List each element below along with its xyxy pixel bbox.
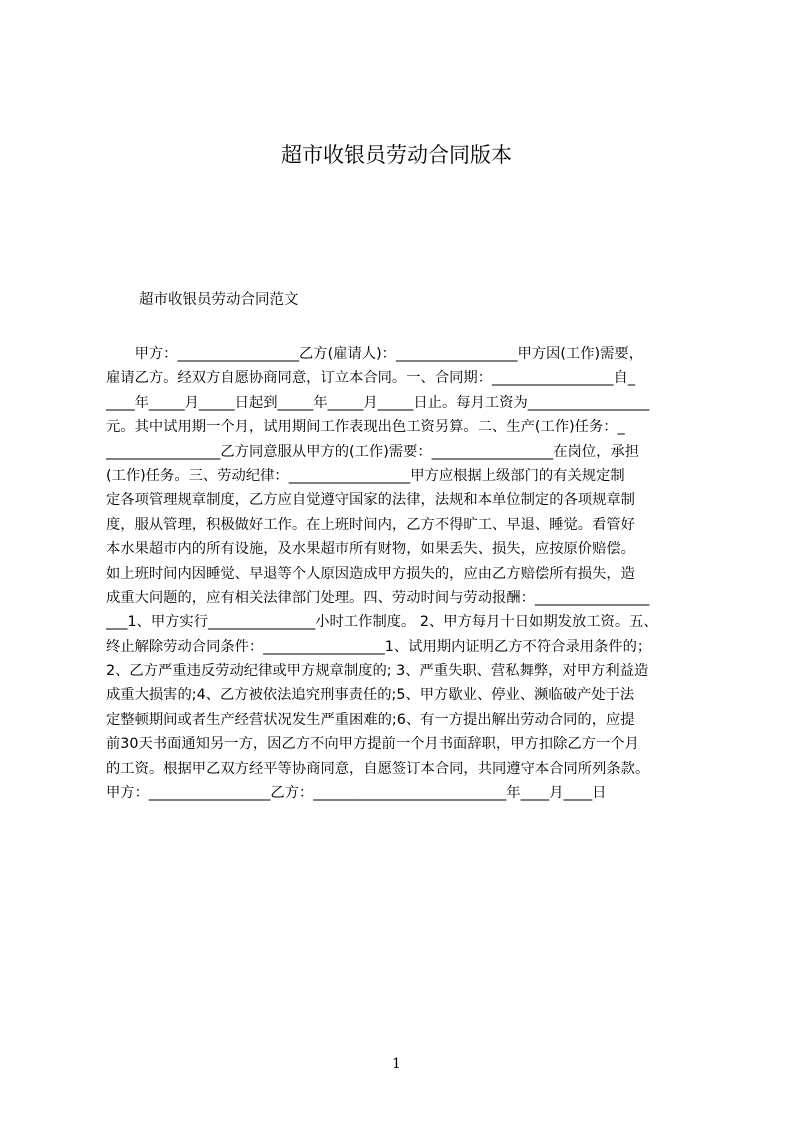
contract-line: 定各项管理规章制度，乙方应自觉遵守国家的法律，法规和本单位制定的各项规章制 [106,492,635,509]
contract-line: 成重大问题的，应有相关法律部门处理。四、劳动时间与劳动报酬：________________ [106,589,650,606]
contract-line: 元。其中试用期一个月，试用期间工作表现出色工资另算。二、生产(工作)任务：_ [106,419,625,436]
contract-line: 的工资。根据甲乙双方经平等协商同意，自愿签订本合同，共同遵守本合同所列条款。 [106,760,650,777]
document-subtitle: 超市收银员劳动合同范文 [139,292,299,308]
contract-line: ___1、甲方实行_______________小时工作制度。 2、甲方每月十日如期发放工资。五、 [106,614,658,631]
contract-line: 前30天书面通知另一方，因乙方不向甲方提前一个月书面辞职，甲方扣除乙方一个月 [106,736,639,753]
document-title: 超市收银员劳动合同版本 [281,143,512,167]
contract-body [106,342,698,805]
signature-line: 甲方：_________________乙方：___________________________年____月____日 [106,785,607,802]
contract-line: 甲方：_________________乙方(雇请人)：_________________甲方因(工作)需要， [106,346,643,362]
contract-line: 成重大损害的;4、乙方被依法追究刑事责任的;5、甲方歇业、停业、濒临破产处于法 [106,687,635,704]
page-number: 1 [392,1056,401,1072]
contract-line: ________________乙方同意服从甲方的(工作)需要：_________________在岗位，承担 [106,443,639,460]
contract-line: 如上班时间内因睡觉、早退等个人原因造成甲方损失的，应由乙方赔偿所有损失，造 [106,565,635,582]
contract-line: (工作)任务。三、劳动纪律：_________________甲方应根据上级部门的有关规定制 [106,467,625,484]
contract-line: ____年_____月_____日起到_____年_____月_____日止。每月工资为_________________ [106,394,650,411]
contract-line: 定整顿期间或者生产经营状况发生严重困难的;6、有一方提出解出劳动合同的，应提 [106,711,635,728]
contract-line: 终止解除劳动合同条件：_________________1、试用期内证明乙方不符合录用条件的； [106,638,652,655]
contract-line: 雇请乙方。经双方自愿协商同意，订立本合同。一、合同期：_________________自_ [106,370,635,387]
contract-line: 度，服从管理，积极做好工作。在上班时间内，乙方不得旷工、早退、睡觉。看管好 [106,516,635,533]
contract-line: 2、乙方严重违反劳动纪律或甲方规章制度的; 3、严重失职、营私舞弊，对甲方利益造 [106,663,649,680]
contract-line: 本水果超市内的所有设施，及水果超市所有财物，如果丢失、损失，应按原价赔偿。 [106,541,635,558]
